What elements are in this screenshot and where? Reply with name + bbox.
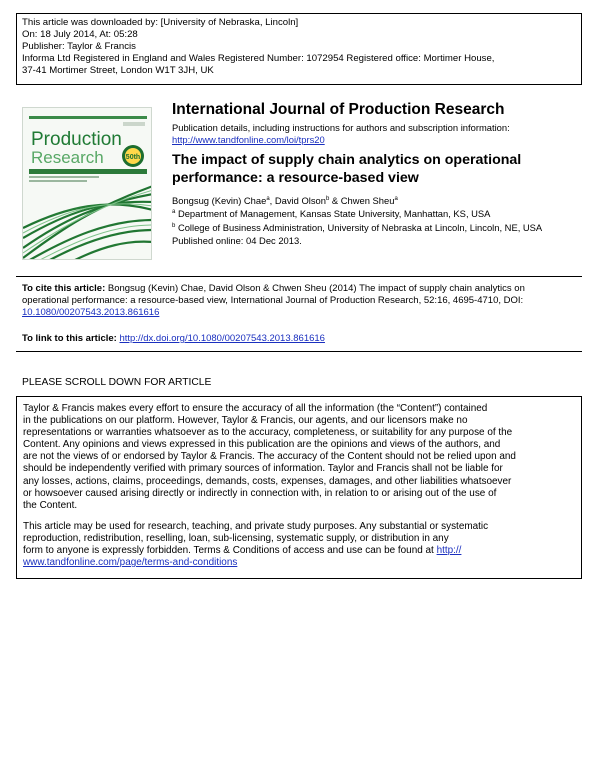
- disclaimer-line: Taylor & Francis makes every effort to ensure the accuracy of all the information (the “Content”) contained: [23, 403, 488, 414]
- article-title-line: performance: a resource-based view: [172, 169, 419, 186]
- affiliation-a: [172, 208, 490, 219]
- affil-marker: a: [266, 196, 270, 202]
- cover-title-line2: Research: [31, 148, 104, 167]
- disclaimer-line: the Content.: [23, 499, 78, 511]
- download-notice-line: Publisher: Taylor & Francis: [22, 41, 136, 53]
- affiliation-text: Department of Management, Kansas State University, Manhattan, KS, USA: [175, 208, 491, 219]
- author-separator: , David Olson: [269, 195, 326, 206]
- article-link-line: [22, 333, 325, 344]
- download-notice-box: [16, 13, 582, 85]
- terms-conditions-link[interactable]: www.tandfonline.com/page/terms-and-conditions: [23, 557, 238, 569]
- journal-url-link[interactable]: http://www.tandfonline.com/loi/tprs20: [172, 134, 325, 145]
- affil-marker: b: [325, 196, 330, 202]
- cover-title-line1: Production: [31, 129, 122, 150]
- journal-cover-art: [23, 108, 152, 260]
- article-title-line: The impact of supply chain analytics on operational: [172, 152, 522, 168]
- journal-cover-image: [22, 107, 152, 260]
- disclaimer-line: representations or warranties whatsoever as to the accuracy, completeness, or suitability for any purpose of the: [23, 427, 513, 439]
- scroll-notice: PLEASE SCROLL DOWN FOR ARTICLE: [22, 377, 212, 388]
- authors-line: [172, 195, 398, 206]
- disclaimer-line: are not the views of or endorsed by Taylor & Francis. The accuracy of the Content should not be relied upon and: [23, 451, 516, 463]
- divider: [16, 351, 582, 352]
- disclaimer-line: should be independently verified with primary sources of information. Taylor and Francis shall not be liable for: [23, 463, 503, 475]
- divider: [16, 276, 582, 277]
- usage-text: form to anyone is expressly forbidden. Terms & Conditions of access and use can be found at: [23, 545, 437, 557]
- affil-marker: a: [394, 196, 398, 202]
- author-separator: & Chwen Sheu: [329, 195, 395, 206]
- download-notice-line: This article was downloaded by: [University of Nebraska, Lincoln]: [22, 17, 299, 28]
- affil-marker: a: [172, 209, 176, 215]
- usage-line: reproduction, redistribution, reselling, loan, sub-licensing, systematic supply, or distribution in any: [23, 532, 449, 544]
- citation-label: To cite this article:: [22, 283, 106, 294]
- paragraph-gap: [23, 512, 575, 521]
- download-notice-line: 37-41 Mortimer Street, London W1T 3JH, UK: [22, 65, 214, 77]
- disclaimer-line: or howsoever caused arising directly or indirectly in connection with, in relation to or arising out of the use of: [23, 487, 497, 499]
- citation-text: Bongsug (Kevin) Chae, David Olson & Chwen Sheu (2014) The impact of supply chain analytics on: [105, 283, 525, 294]
- link-label: To link to this article:: [22, 333, 120, 344]
- usage-line: [23, 545, 575, 557]
- disclaimer-line: Content. Any opinions and views expressed in this publication are the opinions and views of the authors, and: [23, 439, 501, 451]
- citation-text: operational performance: a resource-based view, International Journal of Production Research, 52:16, 4695-4710, DOI:: [22, 295, 524, 306]
- published-date: Published online: 04 Dec 2013.: [172, 235, 302, 246]
- journal-title: International Journal of Production Research: [172, 101, 505, 118]
- disclaimer-line: in the publications on our platform. However, Taylor & Francis, our agents, and our licensors make no: [23, 415, 468, 427]
- affiliation-text: College of Business Administration, University of Nebraska at Lincoln, Lincoln, NE, USA: [175, 222, 543, 233]
- article-doi-url-link[interactable]: http://dx.doi.org/10.1080/00207543.2013.861616: [119, 333, 325, 344]
- citation-block: [22, 283, 578, 319]
- download-notice-line: Informa Ltd Registered in England and Wales Registered Number: 1072954 Registered office: Mortimer House,: [22, 53, 495, 65]
- publication-details-text: Publication details, including instructions for authors and subscription information:: [172, 122, 510, 133]
- article-title: [172, 152, 521, 187]
- terms-link-part[interactable]: http://: [436, 545, 462, 557]
- cover-badge-text: 50th: [125, 154, 141, 161]
- disclaimer-line: any losses, actions, claims, proceedings, demands, costs, expenses, damages, and other liabilities whatsoever: [23, 475, 512, 487]
- disclaimer-box: [16, 396, 582, 579]
- affil-marker: b: [172, 223, 176, 229]
- usage-line: This article may be used for research, teaching, and private study purposes. Any substantial or systematic: [23, 520, 489, 532]
- download-notice-line: On: 18 July 2014, At: 05:28: [22, 29, 138, 41]
- affiliation-b: [172, 222, 542, 233]
- doi-link[interactable]: 10.1080/00207543.2013.861616: [22, 307, 160, 318]
- author-name: Bongsug (Kevin) Chae: [172, 195, 267, 206]
